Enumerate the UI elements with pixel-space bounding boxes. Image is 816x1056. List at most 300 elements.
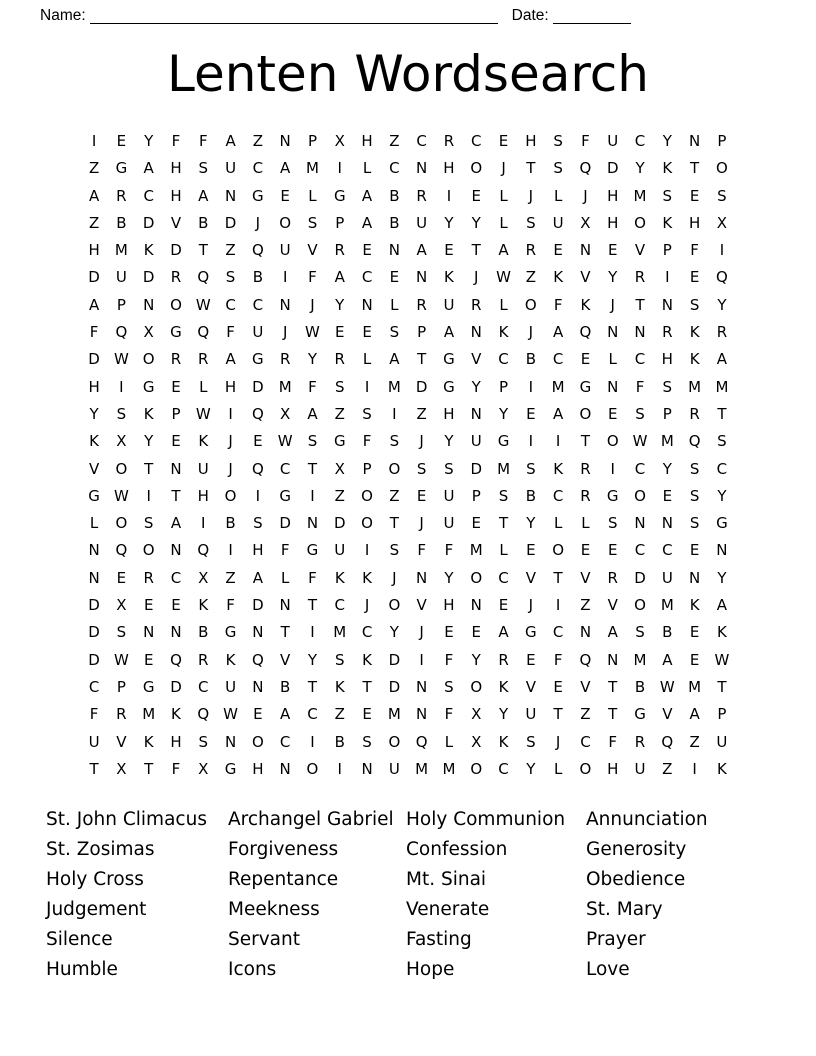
grid-cell[interactable]: K — [662, 159, 673, 178]
grid-cell[interactable]: E — [143, 596, 154, 615]
grid-cell[interactable]: B — [198, 623, 209, 642]
grid-cell[interactable]: S — [225, 268, 236, 287]
grid-cell[interactable]: N — [224, 732, 237, 751]
grid-cell[interactable]: C — [334, 596, 345, 615]
grid-cell[interactable]: A — [252, 568, 263, 587]
grid-cell[interactable]: G — [443, 377, 455, 396]
grid-cell[interactable]: R — [170, 350, 182, 369]
grid-cell[interactable]: S — [689, 514, 700, 533]
grid-cell[interactable]: F — [280, 541, 290, 560]
grid-cell[interactable]: N — [579, 623, 592, 642]
grid-cell[interactable]: K — [143, 241, 154, 260]
grid-cell[interactable]: Y — [471, 213, 481, 232]
grid-cell[interactable]: I — [419, 650, 424, 669]
grid-cell[interactable]: Y — [144, 432, 154, 451]
grid-cell[interactable]: I — [91, 132, 97, 150]
grid-cell[interactable]: K — [498, 677, 509, 696]
grid-cell[interactable]: G — [606, 486, 619, 505]
grid-cell[interactable]: S — [334, 377, 345, 396]
grid-cell[interactable]: N — [252, 623, 264, 642]
grid-cell[interactable]: V — [580, 268, 591, 287]
grid-cell[interactable]: W — [195, 295, 211, 314]
grid-cell[interactable]: S — [444, 459, 454, 478]
grid-cell[interactable]: I — [310, 486, 315, 505]
grid-cell[interactable]: S — [553, 159, 563, 178]
grid-cell[interactable]: Q — [170, 650, 182, 669]
grid-cell[interactable]: A — [280, 705, 291, 724]
grid-cell[interactable]: U — [443, 295, 455, 314]
grid-cell[interactable]: J — [474, 268, 479, 287]
grid-cell[interactable]: Y — [608, 268, 618, 287]
grid-cell[interactable]: M — [660, 432, 674, 451]
grid-cell[interactable]: H — [88, 241, 100, 260]
grid-cell[interactable]: M — [633, 186, 647, 205]
grid-cell[interactable]: K — [334, 568, 345, 587]
grid-cell[interactable]: G — [306, 541, 319, 560]
grid-cell[interactable]: G — [88, 486, 100, 505]
grid-cell[interactable]: N — [416, 159, 428, 178]
grid-cell[interactable]: F — [362, 432, 372, 451]
grid-cell[interactable]: Y — [635, 159, 645, 178]
grid-cell[interactable]: R — [525, 241, 537, 260]
grid-cell[interactable]: S — [362, 404, 372, 423]
grid-cell[interactable]: Q — [251, 241, 264, 260]
grid-cell[interactable]: D — [88, 623, 100, 642]
word-list-item[interactable]: Venerate — [406, 899, 490, 921]
grid-cell[interactable]: N — [170, 459, 182, 478]
grid-cell[interactable]: M — [415, 759, 429, 778]
grid-cell[interactable]: E — [471, 186, 481, 205]
grid-cell[interactable]: S — [717, 186, 727, 205]
grid-cell[interactable]: Z — [252, 132, 263, 150]
grid-cell[interactable]: E — [116, 132, 127, 150]
grid-cell[interactable]: I — [201, 514, 206, 533]
grid-cell[interactable]: H — [688, 213, 701, 232]
grid-cell[interactable]: O — [634, 486, 646, 505]
grid-cell[interactable]: Y — [144, 132, 154, 150]
grid-cell[interactable]: W — [113, 350, 129, 369]
grid-cell[interactable]: L — [581, 514, 590, 533]
grid-cell[interactable]: R — [580, 486, 591, 505]
grid-cell[interactable]: H — [607, 186, 619, 205]
grid-cell[interactable]: M — [551, 377, 565, 396]
grid-cell[interactable]: Z — [525, 268, 536, 287]
grid-cell[interactable]: S — [689, 486, 700, 505]
grid-cell[interactable]: A — [553, 404, 564, 423]
grid-cell[interactable]: I — [392, 404, 397, 423]
grid-cell[interactable]: D — [470, 459, 483, 478]
grid-cell[interactable]: Y — [444, 213, 454, 232]
grid-cell[interactable]: S — [635, 404, 645, 423]
grid-cell[interactable]: W — [659, 677, 675, 696]
grid-cell[interactable]: F — [308, 377, 317, 396]
grid-cell[interactable]: P — [662, 404, 672, 423]
grid-cell[interactable]: I — [364, 377, 370, 396]
grid-cell[interactable]: N — [252, 677, 264, 696]
grid-cell[interactable]: P — [717, 705, 727, 724]
grid-cell[interactable]: Y — [444, 432, 454, 451]
grid-cell[interactable]: Y — [717, 295, 727, 314]
grid-cell[interactable]: N — [143, 295, 155, 314]
grid-cell[interactable]: N — [170, 623, 182, 642]
grid-cell[interactable]: O — [470, 759, 483, 778]
grid-cell[interactable]: J — [392, 568, 397, 587]
grid-cell[interactable]: Y — [717, 486, 727, 505]
grid-cell[interactable]: A — [498, 241, 509, 260]
grid-cell[interactable]: Y — [89, 404, 99, 423]
grid-cell[interactable]: A — [361, 213, 373, 232]
grid-cell[interactable]: Q — [197, 268, 210, 287]
grid-cell[interactable]: T — [526, 159, 536, 178]
grid-cell[interactable]: Z — [689, 732, 700, 751]
grid-cell[interactable]: A — [225, 350, 236, 369]
grid-cell[interactable]: G — [634, 705, 646, 724]
grid-cell[interactable]: K — [716, 623, 727, 642]
grid-cell[interactable]: H — [170, 732, 182, 751]
grid-cell[interactable]: A — [198, 186, 209, 205]
grid-cell[interactable]: V — [116, 732, 127, 751]
grid-cell[interactable]: X — [471, 705, 482, 724]
grid-cell[interactable]: V — [607, 596, 618, 615]
grid-cell[interactable]: G — [333, 432, 346, 451]
grid-cell[interactable]: H — [361, 132, 373, 150]
word-list-item[interactable]: Icons — [228, 959, 277, 981]
grid-cell[interactable]: P — [362, 459, 372, 478]
grid-cell[interactable]: R — [143, 568, 154, 587]
grid-cell[interactable]: I — [528, 432, 534, 451]
grid-cell[interactable]: R — [498, 650, 509, 669]
grid-cell[interactable]: D — [170, 241, 182, 260]
grid-cell[interactable]: G — [525, 623, 537, 642]
grid-cell[interactable]: C — [416, 132, 427, 150]
grid-cell[interactable]: F — [608, 732, 618, 751]
grid-cell[interactable]: I — [337, 159, 342, 178]
grid-cell[interactable]: K — [171, 705, 181, 724]
grid-cell[interactable]: O — [115, 459, 128, 478]
grid-cell[interactable]: H — [607, 759, 619, 778]
grid-cell[interactable]: D — [88, 350, 100, 369]
grid-cell[interactable]: N — [416, 677, 428, 696]
grid-cell[interactable]: S — [198, 732, 209, 751]
grid-cell[interactable]: O — [524, 295, 537, 314]
grid-cell[interactable]: O — [388, 732, 401, 751]
grid-cell[interactable]: H — [443, 404, 455, 423]
grid-cell[interactable]: H — [170, 159, 182, 178]
grid-cell[interactable]: S — [307, 213, 318, 232]
grid-cell[interactable]: M — [633, 650, 647, 669]
grid-cell[interactable]: J — [364, 596, 370, 615]
grid-cell[interactable]: N — [88, 541, 100, 560]
grid-cell[interactable]: M — [688, 677, 702, 696]
grid-cell[interactable]: M — [497, 459, 511, 478]
grid-cell[interactable]: I — [310, 732, 315, 751]
grid-cell[interactable]: E — [662, 486, 673, 505]
grid-cell[interactable]: Y — [526, 759, 536, 778]
grid-cell[interactable]: V — [307, 241, 318, 260]
grid-cell[interactable]: G — [252, 186, 264, 205]
grid-cell[interactable]: C — [552, 623, 564, 642]
grid-cell[interactable]: J — [228, 432, 233, 451]
grid-cell[interactable]: S — [526, 459, 536, 478]
grid-cell[interactable]: C — [716, 459, 728, 478]
grid-cell[interactable]: F — [308, 268, 317, 287]
grid-cell[interactable]: I — [310, 623, 315, 642]
grid-cell[interactable]: P — [499, 377, 509, 396]
grid-cell[interactable]: I — [555, 596, 561, 615]
grid-cell[interactable]: I — [337, 759, 342, 778]
grid-cell[interactable]: L — [390, 295, 399, 314]
grid-cell[interactable]: R — [279, 350, 291, 369]
grid-cell[interactable]: H — [88, 377, 100, 396]
grid-cell[interactable]: F — [635, 377, 645, 396]
grid-cell[interactable]: R — [716, 323, 728, 342]
grid-cell[interactable]: K — [198, 596, 209, 615]
grid-cell[interactable]: H — [252, 759, 264, 778]
grid-cell[interactable]: Q — [579, 650, 592, 669]
grid-cell[interactable]: N — [634, 514, 646, 533]
grid-cell[interactable]: F — [444, 541, 454, 560]
grid-cell[interactable]: Y — [444, 568, 454, 587]
grid-cell[interactable]: T — [307, 459, 318, 478]
grid-cell[interactable]: E — [689, 541, 700, 560]
grid-cell[interactable]: E — [171, 596, 181, 615]
grid-cell[interactable]: W — [223, 705, 238, 724]
grid-cell[interactable]: R — [580, 459, 591, 478]
grid-cell[interactable]: T — [307, 596, 318, 615]
grid-cell[interactable]: U — [716, 732, 728, 751]
grid-cell[interactable]: U — [388, 759, 400, 778]
word-list-item[interactable]: Confession — [406, 839, 508, 861]
grid-cell[interactable]: R — [334, 350, 345, 369]
grid-cell[interactable]: K — [89, 432, 99, 451]
grid-cell[interactable]: F — [89, 323, 99, 342]
grid-cell[interactable]: N — [279, 596, 291, 615]
grid-cell[interactable]: Y — [471, 377, 481, 396]
grid-cell[interactable]: L — [499, 186, 508, 205]
word-list-item[interactable]: St. Mary — [586, 899, 663, 921]
grid-cell[interactable]: X — [198, 759, 209, 778]
grid-cell[interactable]: U — [607, 132, 619, 150]
grid-cell[interactable]: G — [224, 759, 237, 778]
grid-cell[interactable]: U — [88, 732, 100, 751]
grid-cell[interactable]: T — [608, 677, 618, 696]
grid-cell[interactable]: O — [579, 759, 592, 778]
grid-cell[interactable]: V — [471, 350, 482, 369]
grid-cell[interactable]: W — [113, 486, 129, 505]
grid-cell[interactable]: O — [388, 596, 401, 615]
grid-cell[interactable]: C — [634, 459, 646, 478]
word-list-item[interactable]: Meekness — [228, 899, 320, 921]
grid-cell[interactable]: K — [716, 759, 727, 778]
grid-cell[interactable]: J — [282, 323, 288, 342]
grid-cell[interactable]: A — [88, 295, 100, 314]
grid-cell[interactable]: R — [116, 186, 127, 205]
grid-cell[interactable]: L — [499, 295, 508, 314]
grid-cell[interactable]: A — [662, 650, 673, 669]
grid-cell[interactable]: S — [689, 295, 700, 314]
grid-cell[interactable]: I — [146, 486, 151, 505]
grid-cell[interactable]: Z — [416, 404, 427, 423]
grid-cell[interactable]: Q — [115, 323, 128, 342]
grid-cell[interactable]: F — [553, 650, 563, 669]
grid-cell[interactable]: H — [607, 213, 619, 232]
grid-cell[interactable]: O — [170, 295, 182, 314]
grid-cell[interactable]: U — [334, 541, 346, 560]
grid-cell[interactable]: S — [526, 213, 536, 232]
grid-cell[interactable]: B — [280, 677, 291, 696]
grid-cell[interactable]: H — [443, 596, 455, 615]
grid-cell[interactable]: F — [171, 759, 181, 778]
grid-cell[interactable]: V — [662, 705, 673, 724]
word-list-item[interactable]: Love — [586, 959, 630, 981]
grid-cell[interactable]: G — [716, 514, 728, 533]
grid-cell[interactable]: C — [498, 568, 509, 587]
grid-cell[interactable]: L — [499, 541, 508, 560]
grid-cell[interactable]: N — [716, 541, 728, 560]
grid-cell[interactable]: V — [525, 568, 536, 587]
grid-cell[interactable]: I — [255, 486, 261, 505]
grid-cell[interactable]: F — [226, 596, 235, 615]
grid-cell[interactable]: C — [361, 268, 373, 287]
grid-cell[interactable]: Y — [662, 132, 672, 150]
grid-cell[interactable]: O — [634, 596, 646, 615]
grid-cell[interactable]: P — [335, 213, 345, 232]
grid-cell[interactable]: T — [389, 514, 399, 533]
grid-cell[interactable]: R — [334, 241, 345, 260]
grid-cell[interactable]: A — [143, 159, 154, 178]
grid-cell[interactable]: X — [716, 213, 728, 232]
grid-cell[interactable]: D — [388, 677, 401, 696]
grid-cell[interactable]: C — [498, 759, 509, 778]
grid-cell[interactable]: E — [526, 650, 536, 669]
grid-cell[interactable]: A — [225, 132, 236, 150]
grid-cell[interactable]: N — [470, 404, 482, 423]
grid-cell[interactable]: N — [416, 268, 428, 287]
grid-cell[interactable]: N — [279, 295, 291, 314]
grid-cell[interactable]: P — [662, 241, 672, 260]
grid-cell[interactable]: T — [580, 432, 591, 451]
grid-cell[interactable]: G — [579, 377, 592, 396]
word-list-item[interactable]: Mt. Sinai — [406, 869, 487, 891]
grid-cell[interactable]: Y — [307, 350, 318, 369]
grid-cell[interactable]: Y — [662, 459, 672, 478]
grid-cell[interactable]: Q — [688, 432, 701, 451]
grid-cell[interactable]: C — [498, 350, 509, 369]
grid-cell[interactable]: Z — [389, 132, 400, 150]
grid-cell[interactable]: O — [251, 732, 264, 751]
grid-cell[interactable]: X — [280, 404, 291, 423]
grid-cell[interactable]: B — [252, 268, 264, 287]
grid-cell[interactable]: C — [634, 350, 646, 369]
grid-cell[interactable]: C — [552, 350, 564, 369]
grid-cell[interactable]: S — [635, 623, 645, 642]
grid-cell[interactable]: I — [610, 459, 615, 478]
grid-cell[interactable]: D — [333, 514, 346, 533]
grid-cell[interactable]: O — [470, 159, 483, 178]
grid-cell[interactable]: D — [88, 650, 100, 669]
grid-cell[interactable]: B — [634, 677, 646, 696]
grid-cell[interactable]: K — [498, 323, 509, 342]
grid-cell[interactable]: O — [470, 568, 483, 587]
grid-cell[interactable]: C — [279, 732, 291, 751]
grid-cell[interactable]: E — [171, 377, 181, 396]
grid-cell[interactable]: H — [443, 159, 455, 178]
grid-cell[interactable]: Z — [88, 213, 100, 232]
grid-cell[interactable]: I — [282, 268, 288, 287]
grid-cell[interactable]: J — [528, 186, 534, 205]
grid-cell[interactable]: R — [116, 705, 127, 724]
grid-cell[interactable]: E — [116, 568, 127, 587]
grid-cell[interactable]: B — [389, 213, 400, 232]
grid-cell[interactable]: I — [446, 186, 452, 205]
grid-cell[interactable]: T — [553, 568, 563, 587]
grid-cell[interactable]: A — [334, 268, 345, 287]
grid-cell[interactable]: P — [471, 486, 481, 505]
grid-cell[interactable]: O — [716, 159, 728, 178]
grid-cell[interactable]: Y — [717, 568, 727, 587]
grid-cell[interactable]: N — [607, 650, 619, 669]
grid-cell[interactable]: R — [198, 650, 209, 669]
grid-cell[interactable]: A — [443, 323, 455, 342]
grid-cell[interactable]: J — [419, 623, 424, 642]
grid-cell[interactable]: Z — [580, 705, 591, 724]
grid-cell[interactable]: E — [253, 432, 263, 451]
word-list-item[interactable]: Repentance — [228, 869, 339, 891]
grid-cell[interactable]: L — [553, 759, 563, 778]
grid-cell[interactable]: R — [170, 268, 182, 287]
grid-cell[interactable]: S — [689, 459, 700, 478]
grid-cell[interactable]: L — [444, 732, 454, 751]
grid-cell[interactable]: L — [308, 186, 317, 205]
grid-cell[interactable]: N — [579, 241, 592, 260]
grid-cell[interactable]: N — [143, 623, 155, 642]
grid-cell[interactable]: L — [89, 514, 99, 533]
grid-cell[interactable]: U — [634, 759, 646, 778]
grid-cell[interactable]: Q — [197, 705, 210, 724]
grid-cell[interactable]: Z — [225, 568, 236, 587]
grid-cell[interactable]: O — [142, 541, 155, 560]
grid-cell[interactable]: E — [362, 323, 372, 342]
grid-cell[interactable]: M — [305, 159, 319, 178]
grid-cell[interactable]: E — [607, 541, 618, 560]
grid-cell[interactable]: T — [280, 623, 290, 642]
grid-cell[interactable]: K — [689, 323, 700, 342]
grid-cell[interactable]: M — [387, 705, 401, 724]
grid-cell[interactable]: K — [198, 432, 209, 451]
grid-cell[interactable]: T — [553, 705, 563, 724]
grid-cell[interactable]: O — [279, 213, 292, 232]
grid-cell[interactable]: A — [607, 623, 618, 642]
grid-cell[interactable]: U — [225, 677, 237, 696]
word-list-item[interactable]: Annunciation — [586, 809, 708, 831]
grid-cell[interactable]: N — [361, 295, 373, 314]
word-list-item[interactable]: Humble — [46, 959, 118, 981]
word-list-item[interactable]: Obedience — [586, 869, 686, 891]
word-list-item[interactable]: Judgement — [46, 899, 147, 921]
word-list-item[interactable]: Holy Communion — [406, 809, 566, 831]
grid-cell[interactable]: I — [555, 432, 561, 451]
grid-cell[interactable]: Y — [526, 514, 536, 533]
wordsearch-grid[interactable] — [80, 128, 735, 783]
grid-cell[interactable]: M — [278, 377, 292, 396]
grid-cell[interactable]: N — [416, 705, 428, 724]
word-list-item[interactable]: Prayer — [586, 929, 646, 951]
grid-cell[interactable]: X — [116, 759, 127, 778]
grid-cell[interactable]: G — [497, 432, 510, 451]
grid-cell[interactable]: N — [470, 323, 482, 342]
grid-cell[interactable]: J — [610, 295, 615, 314]
grid-cell[interactable]: G — [279, 486, 291, 505]
